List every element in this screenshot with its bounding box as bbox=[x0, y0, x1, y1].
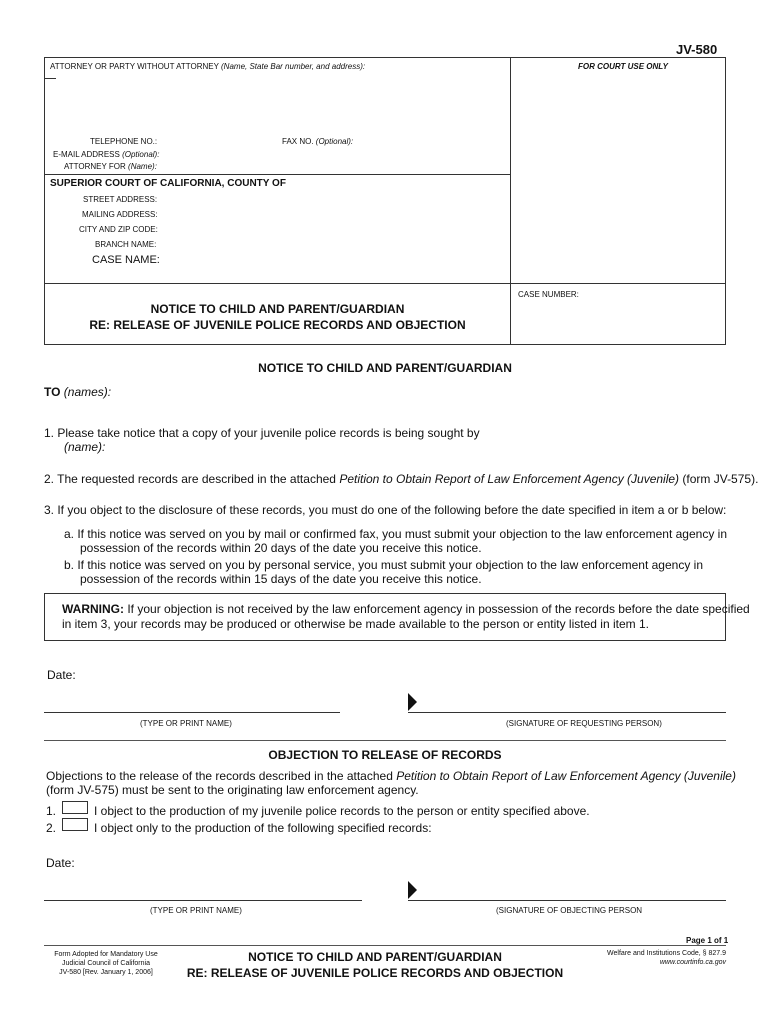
requester-signature-input[interactable] bbox=[420, 698, 726, 712]
warning-line2: in item 3, your records may be produced or otherwise be made available to the person or entity listed in item 1. bbox=[62, 617, 649, 631]
fax-label: FAX NO. (Optional): bbox=[282, 137, 354, 146]
telephone-input[interactable] bbox=[156, 134, 276, 146]
item2-text: 2. The requested records are described in the attached Petition to Obtain Report of Law Enforcement Agency (Juvenile) (form JV-575). bbox=[44, 472, 759, 486]
requester-print-name-line bbox=[44, 712, 340, 713]
attorney-for-input[interactable] bbox=[156, 159, 501, 171]
footer-adopted bbox=[26, 950, 186, 977]
case-number-label: CASE NUMBER: bbox=[518, 290, 579, 299]
requester-signature-caption: (SIGNATURE OF REQUESTING PERSON) bbox=[506, 719, 662, 728]
footer-adopted-line2: Judicial Council of California bbox=[62, 960, 150, 967]
item3-text: 3. If you object to the disclosure of these records, you must do one of the following before the date specified in item a or b below: bbox=[44, 503, 727, 517]
option2-checkbox[interactable] bbox=[62, 818, 88, 831]
attorney-label: ATTORNEY OR PARTY WITHOUT ATTORNEY (Name, State Bar number, and address): bbox=[50, 62, 366, 71]
footer-code: Welfare and Institutions Code, § 827.9 bbox=[607, 950, 726, 957]
specified-records-input[interactable] bbox=[94, 836, 724, 852]
item3b-line1: b. If this notice was served on you by personal service, you must submit your objection to the law enforcement agency in bbox=[64, 558, 703, 572]
requester-print-name-caption: (TYPE OR PRINT NAME) bbox=[140, 719, 232, 728]
notice-date-input[interactable] bbox=[82, 666, 282, 682]
item1-hint: (name): bbox=[64, 440, 106, 454]
objection-date-label: Date: bbox=[46, 856, 75, 870]
option2-text: I object only to the production of the following specified records: bbox=[94, 821, 432, 835]
objector-print-name-input[interactable] bbox=[44, 886, 362, 900]
form-title-line1: NOTICE TO CHILD AND PARENT/GUARDIAN bbox=[150, 302, 405, 316]
page-indicator: Page 1 of 1 bbox=[686, 936, 729, 945]
footer-title-line1: NOTICE TO CHILD AND PARENT/GUARDIAN bbox=[248, 950, 502, 964]
attorney-input[interactable] bbox=[50, 73, 505, 131]
section-divider bbox=[44, 740, 726, 741]
footer-title-line2: RE: RELEASE OF JUVENILE POLICE RECORDS AND OBJECTION bbox=[186, 966, 564, 980]
caption-rule-court bbox=[44, 174, 511, 175]
objector-signature-line bbox=[408, 900, 726, 901]
attorney-for-label: ATTORNEY FOR (Name): bbox=[64, 162, 157, 171]
county-input[interactable] bbox=[292, 176, 502, 190]
email-label: E-MAIL ADDRESS (Optional): bbox=[53, 150, 160, 159]
email-input[interactable] bbox=[156, 147, 501, 159]
street-input[interactable] bbox=[156, 192, 501, 204]
objection-date-input[interactable] bbox=[82, 854, 282, 870]
court-use-label: FOR COURT USE ONLY bbox=[578, 62, 668, 71]
objection-intro-line2: (form JV-575) must be sent to the originating law enforcement agency. bbox=[46, 783, 419, 797]
objector-print-name-caption: (TYPE OR PRINT NAME) bbox=[150, 906, 242, 915]
footer-adopted-line3: JV-580 [Rev. January 1, 2006] bbox=[59, 969, 153, 976]
option1-text: I object to the production of my juvenile police records to the person or entity specified above. bbox=[94, 804, 590, 818]
city-input[interactable] bbox=[156, 222, 501, 234]
case-name-input[interactable] bbox=[160, 252, 505, 280]
option1-checkbox[interactable] bbox=[62, 801, 88, 814]
sign-here-arrow-icon bbox=[408, 881, 417, 899]
objector-signature-input[interactable] bbox=[420, 886, 726, 900]
city-label: CITY AND ZIP CODE: bbox=[79, 225, 158, 234]
requester-print-name-input[interactable] bbox=[44, 698, 340, 712]
footer-website[interactable]: www.courtinfo.ca.gov bbox=[659, 959, 726, 966]
notice-heading: NOTICE TO CHILD AND PARENT/GUARDIAN bbox=[258, 361, 512, 375]
objection-heading: OBJECTION TO RELEASE OF RECORDS bbox=[268, 748, 502, 762]
item3a-line2: possession of the records within 20 days of the date you receive this notice. bbox=[80, 541, 482, 555]
footer-adopted-line1: Form Adopted for Mandatory Use bbox=[54, 951, 158, 958]
to-line: TO (names): bbox=[44, 385, 112, 399]
telephone-label: TELEPHONE NO.: bbox=[90, 137, 158, 146]
warning-line1: WARNING: If your objection is not received by the law enforcement agency in possession of the records before the date specified bbox=[62, 602, 750, 616]
option1-number: 1. bbox=[46, 804, 57, 818]
option2-number: 2. bbox=[46, 821, 57, 835]
to-names-input[interactable] bbox=[112, 382, 722, 400]
case-number-input[interactable] bbox=[518, 302, 718, 338]
caption-rule-casename bbox=[44, 283, 726, 284]
court-title: SUPERIOR COURT OF CALIFORNIA, COUNTY OF bbox=[50, 178, 286, 189]
sign-here-arrow-icon bbox=[408, 693, 417, 711]
mailing-label: MAILING ADDRESS: bbox=[82, 210, 158, 219]
notice-date-label: Date: bbox=[47, 668, 76, 682]
fax-input[interactable] bbox=[350, 134, 500, 146]
objector-print-name-line bbox=[44, 900, 362, 901]
item3b-line2: possession of the records within 15 days of the date you receive this notice. bbox=[80, 572, 482, 586]
item1-text: 1. Please take notice that a copy of your juvenile police records is being sought by bbox=[44, 426, 480, 440]
branch-input[interactable] bbox=[156, 237, 501, 249]
branch-label: BRANCH NAME: bbox=[95, 240, 157, 249]
objection-intro-line1: Objections to the release of the records described in the attached Petition to Obtain Report of Law Enforcement Agency (Juvenile) bbox=[46, 769, 736, 783]
item3a-line1: a. If this notice was served on you by mail or confirmed fax, you must submit your objection to the law enforcement agency in bbox=[64, 527, 727, 541]
objector-signature-caption: (SIGNATURE OF OBJECTING PERSON bbox=[496, 906, 643, 915]
form-title-line2: RE: RELEASE OF JUVENILE POLICE RECORDS AND OBJECTION bbox=[89, 318, 466, 332]
attorney-tick bbox=[44, 78, 56, 79]
case-name-label: CASE NAME: bbox=[92, 254, 160, 266]
form-number: JV-580 bbox=[676, 42, 718, 57]
requester-signature-line bbox=[408, 712, 726, 713]
footer-rule bbox=[44, 945, 726, 946]
street-label: STREET ADDRESS: bbox=[83, 195, 158, 204]
requester-name-input[interactable] bbox=[108, 438, 722, 454]
mailing-input[interactable] bbox=[156, 207, 501, 219]
